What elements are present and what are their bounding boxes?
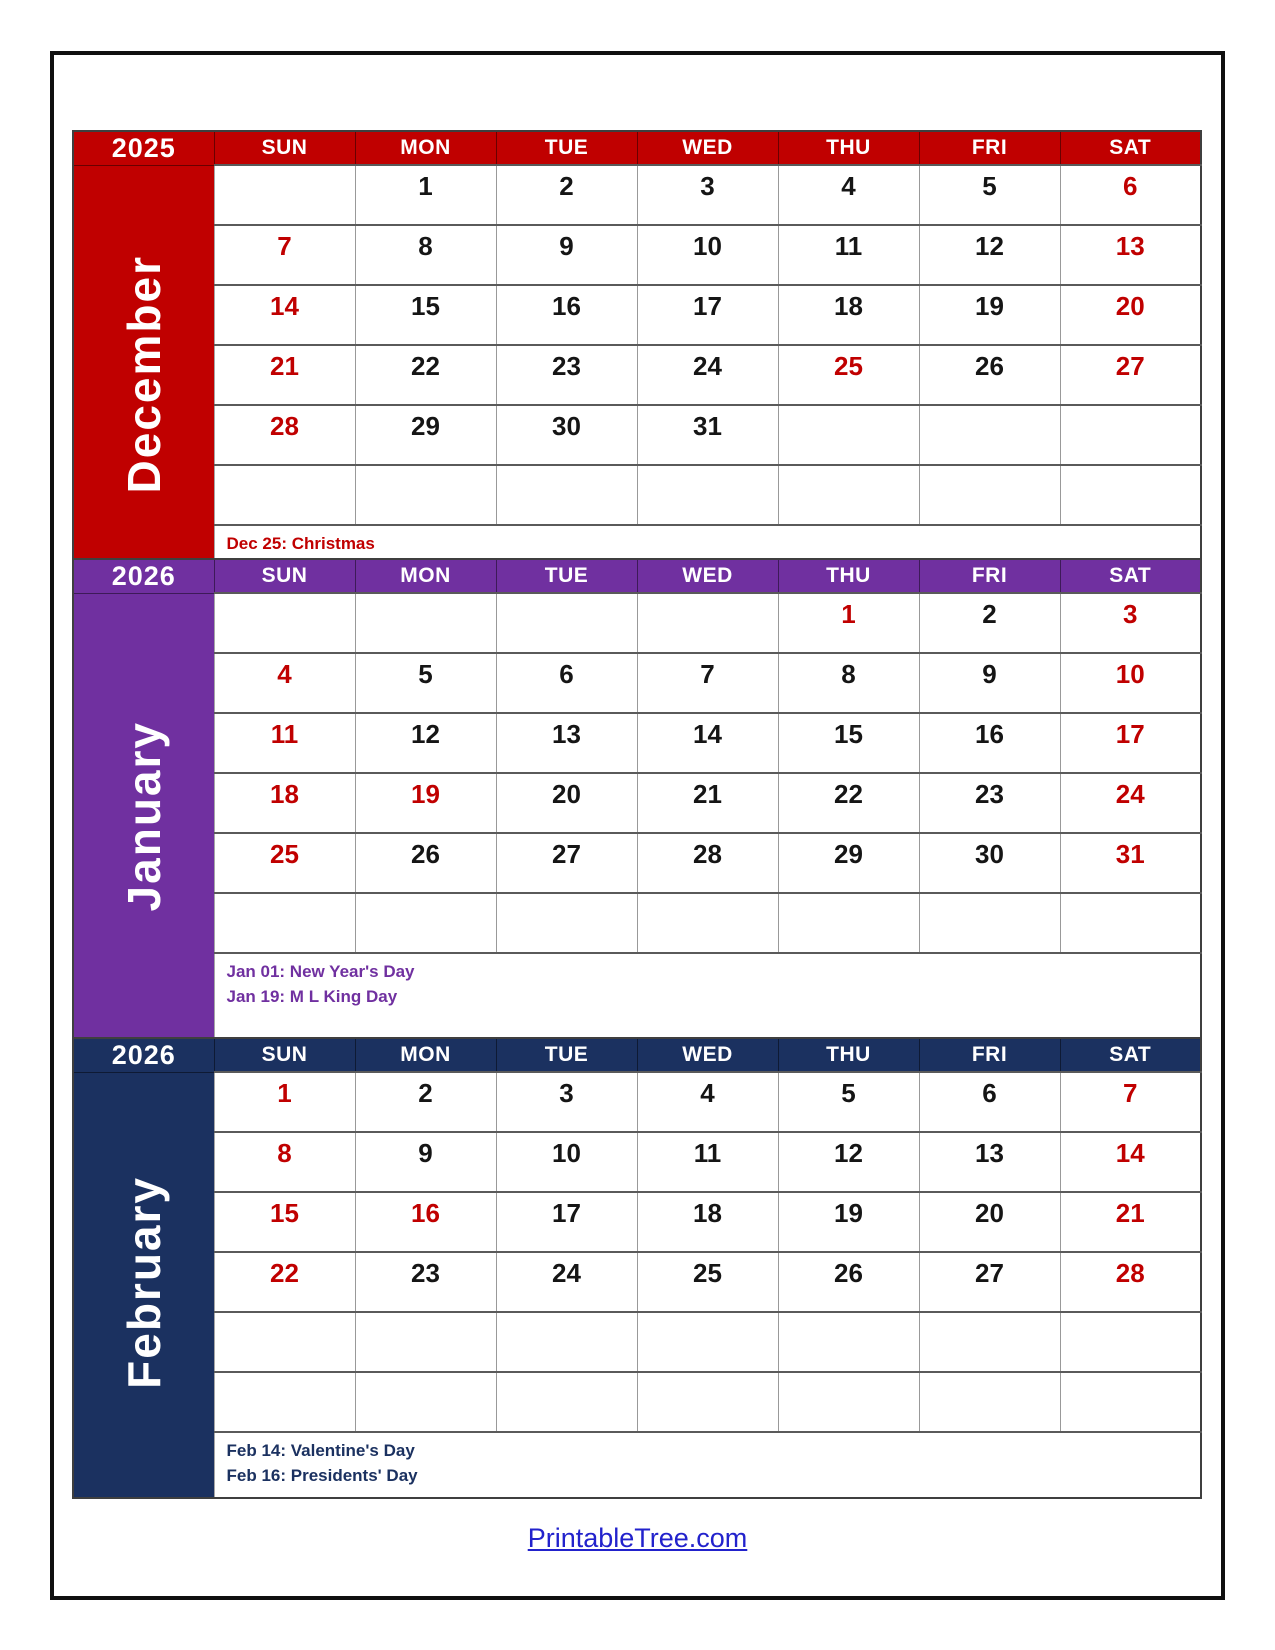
date-cell-empty xyxy=(496,465,637,525)
day-header-mon: MON xyxy=(355,1038,496,1072)
month-name-text: January xyxy=(117,721,170,912)
date-cell-empty xyxy=(214,1372,355,1432)
date-cell-january-2026-24: 24 xyxy=(1060,773,1201,833)
date-cell-empty xyxy=(496,1372,637,1432)
date-cell-february-2026-4: 4 xyxy=(637,1072,778,1132)
date-cell-december-2025-5: 5 xyxy=(919,165,1060,225)
date-cell-empty xyxy=(214,465,355,525)
date-cell-february-2026-24: 24 xyxy=(496,1252,637,1312)
date-cell-december-2025-2: 2 xyxy=(496,165,637,225)
day-header-sat: SAT xyxy=(1060,559,1201,593)
date-cell-december-2025-25: 25 xyxy=(778,345,919,405)
date-cell-february-2026-22: 22 xyxy=(214,1252,355,1312)
month-label-january-2026 xyxy=(73,593,214,1045)
month-label-february-2026 xyxy=(73,1072,214,1498)
date-cell-february-2026-6: 6 xyxy=(919,1072,1060,1132)
date-cell-december-2025-15: 15 xyxy=(355,285,496,345)
page-border xyxy=(50,51,1225,1600)
date-cell-february-2026-16: 16 xyxy=(355,1192,496,1252)
day-header-sat: SAT xyxy=(1060,131,1201,165)
date-cell-december-2025-17: 17 xyxy=(637,285,778,345)
date-cell-empty xyxy=(214,593,355,653)
date-cell-february-2026-11: 11 xyxy=(637,1132,778,1192)
holiday-notes-january-2026 xyxy=(214,953,1201,1045)
date-cell-january-2026-21: 21 xyxy=(637,773,778,833)
date-cell-december-2025-7: 7 xyxy=(214,225,355,285)
day-header-wed: WED xyxy=(637,1038,778,1072)
date-cell-empty xyxy=(214,893,355,953)
date-cell-empty xyxy=(355,465,496,525)
date-cell-december-2025-14: 14 xyxy=(214,285,355,345)
date-cell-empty xyxy=(919,1372,1060,1432)
date-cell-empty xyxy=(496,1312,637,1372)
holiday-note: Jan 01: New Year's Day xyxy=(226,962,415,981)
date-cell-february-2026-7: 7 xyxy=(1060,1072,1201,1132)
day-header-wed: WED xyxy=(637,131,778,165)
date-cell-december-2025-28: 28 xyxy=(214,405,355,465)
date-cell-december-2025-16: 16 xyxy=(496,285,637,345)
date-cell-january-2026-17: 17 xyxy=(1060,713,1201,773)
day-header-tue: TUE xyxy=(496,559,637,593)
footer-link[interactable]: PrintableTree.com xyxy=(527,1523,748,1553)
date-cell-december-2025-6: 6 xyxy=(1060,165,1201,225)
date-cell-january-2026-4: 4 xyxy=(214,653,355,713)
date-cell-empty xyxy=(637,1372,778,1432)
date-cell-december-2025-23: 23 xyxy=(496,345,637,405)
day-header-tue: TUE xyxy=(496,1038,637,1072)
date-cell-january-2026-23: 23 xyxy=(919,773,1060,833)
date-cell-december-2025-9: 9 xyxy=(496,225,637,285)
date-cell-empty xyxy=(637,1312,778,1372)
calendar-table-january-2026 xyxy=(72,558,1202,1046)
day-header-wed: WED xyxy=(637,559,778,593)
date-cell-january-2026-1: 1 xyxy=(778,593,919,653)
date-cell-december-2025-27: 27 xyxy=(1060,345,1201,405)
date-cell-december-2025-31: 31 xyxy=(637,405,778,465)
date-cell-january-2026-7: 7 xyxy=(637,653,778,713)
date-cell-january-2026-31: 31 xyxy=(1060,833,1201,893)
date-cell-january-2026-27: 27 xyxy=(496,833,637,893)
month-block-february-2026 xyxy=(72,1037,1200,1499)
date-cell-december-2025-11: 11 xyxy=(778,225,919,285)
month-label-december-2025 xyxy=(73,165,214,589)
date-cell-february-2026-28: 28 xyxy=(1060,1252,1201,1312)
date-cell-empty xyxy=(637,465,778,525)
date-cell-january-2026-28: 28 xyxy=(637,833,778,893)
date-cell-january-2026-13: 13 xyxy=(496,713,637,773)
date-cell-january-2026-20: 20 xyxy=(496,773,637,833)
day-header-sun: SUN xyxy=(214,559,355,593)
date-cell-empty xyxy=(778,1372,919,1432)
date-cell-empty xyxy=(496,893,637,953)
date-cell-empty xyxy=(1060,465,1201,525)
date-cell-december-2025-30: 30 xyxy=(496,405,637,465)
date-cell-empty xyxy=(1060,893,1201,953)
date-cell-empty xyxy=(919,465,1060,525)
date-cell-december-2025-26: 26 xyxy=(919,345,1060,405)
holiday-note: Feb 14: Valentine's Day xyxy=(226,1441,415,1460)
date-cell-december-2025-12: 12 xyxy=(919,225,1060,285)
date-cell-december-2025-13: 13 xyxy=(1060,225,1201,285)
day-header-sat: SAT xyxy=(1060,1038,1201,1072)
date-cell-empty xyxy=(1060,1372,1201,1432)
day-header-mon: MON xyxy=(355,559,496,593)
date-cell-january-2026-18: 18 xyxy=(214,773,355,833)
date-cell-december-2025-18: 18 xyxy=(778,285,919,345)
date-cell-december-2025-19: 19 xyxy=(919,285,1060,345)
day-header-sun: SUN xyxy=(214,1038,355,1072)
date-cell-january-2026-16: 16 xyxy=(919,713,1060,773)
day-header-thu: THU xyxy=(778,131,919,165)
date-cell-december-2025-1: 1 xyxy=(355,165,496,225)
date-cell-empty xyxy=(1060,405,1201,465)
date-cell-february-2026-8: 8 xyxy=(214,1132,355,1192)
day-header-thu: THU xyxy=(778,1038,919,1072)
date-cell-january-2026-29: 29 xyxy=(778,833,919,893)
date-cell-december-2025-24: 24 xyxy=(637,345,778,405)
holiday-note: Feb 16: Presidents' Day xyxy=(226,1465,418,1485)
day-header-mon: MON xyxy=(355,131,496,165)
date-cell-empty xyxy=(355,1372,496,1432)
date-cell-december-2025-20: 20 xyxy=(1060,285,1201,345)
date-cell-empty xyxy=(919,1312,1060,1372)
date-cell-empty xyxy=(355,593,496,653)
date-cell-february-2026-17: 17 xyxy=(496,1192,637,1252)
day-header-fri: FRI xyxy=(919,131,1060,165)
holiday-note: Dec 25: Christmas xyxy=(226,534,375,553)
date-cell-february-2026-13: 13 xyxy=(919,1132,1060,1192)
date-cell-february-2026-5: 5 xyxy=(778,1072,919,1132)
calendar-table-december-2025 xyxy=(72,130,1202,590)
date-cell-january-2026-2: 2 xyxy=(919,593,1060,653)
date-cell-february-2026-14: 14 xyxy=(1060,1132,1201,1192)
date-cell-empty xyxy=(355,893,496,953)
date-cell-february-2026-20: 20 xyxy=(919,1192,1060,1252)
date-cell-december-2025-8: 8 xyxy=(355,225,496,285)
date-cell-empty xyxy=(919,405,1060,465)
date-cell-empty xyxy=(778,893,919,953)
date-cell-january-2026-5: 5 xyxy=(355,653,496,713)
day-header-fri: FRI xyxy=(919,1038,1060,1072)
date-cell-empty xyxy=(1060,1312,1201,1372)
date-cell-february-2026-19: 19 xyxy=(778,1192,919,1252)
date-cell-december-2025-3: 3 xyxy=(637,165,778,225)
month-name-text: February xyxy=(117,1175,170,1389)
date-cell-december-2025-21: 21 xyxy=(214,345,355,405)
date-cell-february-2026-15: 15 xyxy=(214,1192,355,1252)
month-block-january-2026 xyxy=(72,558,1200,1046)
year-label-december-2025: 2025 xyxy=(73,131,214,165)
date-cell-january-2026-3: 3 xyxy=(1060,593,1201,653)
month-block-december-2025 xyxy=(72,130,1200,590)
date-cell-february-2026-21: 21 xyxy=(1060,1192,1201,1252)
date-cell-february-2026-18: 18 xyxy=(637,1192,778,1252)
date-cell-february-2026-27: 27 xyxy=(919,1252,1060,1312)
date-cell-january-2026-9: 9 xyxy=(919,653,1060,713)
date-cell-december-2025-10: 10 xyxy=(637,225,778,285)
date-cell-december-2025-29: 29 xyxy=(355,405,496,465)
date-cell-empty xyxy=(355,1312,496,1372)
date-cell-january-2026-14: 14 xyxy=(637,713,778,773)
date-cell-february-2026-10: 10 xyxy=(496,1132,637,1192)
day-header-fri: FRI xyxy=(919,559,1060,593)
holiday-note: Jan 19: M L King Day xyxy=(226,986,398,1006)
date-cell-february-2026-3: 3 xyxy=(496,1072,637,1132)
footer xyxy=(54,1523,1221,1554)
date-cell-february-2026-12: 12 xyxy=(778,1132,919,1192)
date-cell-december-2025-22: 22 xyxy=(355,345,496,405)
date-cell-empty xyxy=(637,893,778,953)
date-cell-january-2026-15: 15 xyxy=(778,713,919,773)
year-label-january-2026: 2026 xyxy=(73,559,214,593)
date-cell-january-2026-8: 8 xyxy=(778,653,919,713)
date-cell-february-2026-9: 9 xyxy=(355,1132,496,1192)
date-cell-february-2026-2: 2 xyxy=(355,1072,496,1132)
holiday-notes-february-2026 xyxy=(214,1432,1201,1498)
day-header-sun: SUN xyxy=(214,131,355,165)
date-cell-empty xyxy=(778,1312,919,1372)
date-cell-january-2026-6: 6 xyxy=(496,653,637,713)
date-cell-january-2026-30: 30 xyxy=(919,833,1060,893)
date-cell-empty xyxy=(919,893,1060,953)
date-cell-empty xyxy=(496,593,637,653)
date-cell-empty xyxy=(778,465,919,525)
month-name-text: December xyxy=(117,255,170,494)
date-cell-february-2026-25: 25 xyxy=(637,1252,778,1312)
date-cell-january-2026-11: 11 xyxy=(214,713,355,773)
date-cell-january-2026-19: 19 xyxy=(355,773,496,833)
date-cell-february-2026-23: 23 xyxy=(355,1252,496,1312)
date-cell-january-2026-10: 10 xyxy=(1060,653,1201,713)
date-cell-february-2026-26: 26 xyxy=(778,1252,919,1312)
date-cell-empty xyxy=(214,1312,355,1372)
date-cell-empty xyxy=(778,405,919,465)
day-header-tue: TUE xyxy=(496,131,637,165)
year-label-february-2026: 2026 xyxy=(73,1038,214,1072)
date-cell-january-2026-25: 25 xyxy=(214,833,355,893)
date-cell-empty xyxy=(637,593,778,653)
date-cell-empty xyxy=(214,165,355,225)
calendar-table-february-2026 xyxy=(72,1037,1202,1499)
date-cell-february-2026-1: 1 xyxy=(214,1072,355,1132)
day-header-thu: THU xyxy=(778,559,919,593)
date-cell-january-2026-12: 12 xyxy=(355,713,496,773)
date-cell-january-2026-26: 26 xyxy=(355,833,496,893)
date-cell-january-2026-22: 22 xyxy=(778,773,919,833)
date-cell-december-2025-4: 4 xyxy=(778,165,919,225)
